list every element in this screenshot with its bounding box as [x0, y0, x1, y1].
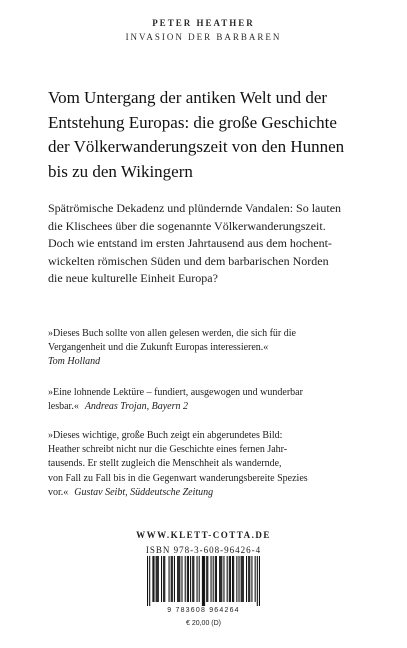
barcode-bar	[181, 556, 182, 602]
barcode-bar	[259, 556, 260, 606]
quote-source: Tom Holland	[48, 356, 101, 368]
quote-line: von Fall zu Fall bis in die Gegenwart wanderungsbereite Spezies	[48, 472, 308, 484]
barcode-bar	[152, 556, 153, 602]
intro-paragraph	[48, 200, 368, 288]
barcode-bar	[187, 556, 188, 602]
barcode-bar	[232, 556, 233, 602]
quote-line: »Dieses wichtige, große Buch zeigt ein abgerundetes Bild:	[48, 430, 283, 441]
barcode-bar	[169, 556, 170, 602]
review-quote-seibt	[48, 429, 378, 500]
barcode-bar	[177, 556, 178, 602]
barcode-bar	[171, 556, 172, 602]
barcode-bar	[197, 556, 198, 602]
barcode-bar	[219, 556, 220, 602]
barcode-bar	[190, 556, 191, 602]
publisher-website: WWW.KLETT-COTTA.DE	[136, 530, 271, 540]
quote-line-end: lesbar.«	[48, 401, 79, 413]
barcode-bar	[227, 556, 228, 602]
barcode-bar	[246, 556, 247, 602]
barcode-bar	[199, 556, 200, 602]
quote-source: Gustav Seibt, Süddeutsche Zeitung	[74, 486, 214, 498]
barcode-bar	[248, 556, 249, 602]
barcode-bar	[221, 556, 222, 602]
barcode-bar	[156, 556, 157, 602]
barcode-bar	[241, 556, 242, 602]
barcode-bar	[188, 556, 189, 602]
barcode-bar	[236, 556, 237, 602]
barcode-bar	[206, 556, 207, 602]
intro-line: die Klischees über die sogenannte Völkerwanderungszeit.	[48, 218, 326, 233]
barcode-digits: 9 783608 964264	[167, 607, 240, 614]
quote-line: tausends. Er stellt zugleich die Menschheit als wandernde,	[48, 458, 282, 470]
barcode-bar	[192, 556, 193, 602]
barcode-bar	[207, 556, 208, 602]
barcode-bar	[229, 556, 230, 602]
barcode-bar	[255, 556, 256, 602]
barcode-bar	[149, 556, 150, 606]
barcode-bar	[157, 556, 158, 602]
barcode	[147, 556, 260, 606]
barcode-bar	[230, 556, 231, 602]
intro-line: Spätrömische Dekadenz und plündernde Vandalen: So lauten	[48, 201, 342, 215]
barcode-bar	[215, 556, 216, 602]
barcode-bar	[193, 556, 194, 602]
barcode-bar	[223, 556, 224, 602]
review-quote-trojan	[48, 386, 378, 414]
barcode-bar	[158, 556, 159, 602]
quote-last-line	[48, 400, 378, 414]
barcode-bar	[251, 556, 252, 602]
headline-line: der Völkerwanderungszeit von den Hunnen	[48, 137, 345, 156]
quote-source: Andreas Trojan, Bayern 2	[84, 401, 188, 413]
quote-line: »Dieses Buch sollte von allen gelesen werden, die sich für die	[48, 328, 296, 339]
quote-line: Vergangenheit und die Zukunft Europas interessieren.«	[48, 342, 269, 354]
barcode-bar	[185, 556, 186, 602]
price-label: € 20,00 (D)	[185, 620, 222, 627]
quote-last-line	[48, 486, 378, 500]
barcode-bar	[174, 556, 175, 602]
quote-line: »Eine lohnende Lektüre – fundiert, ausgewogen und wunderbar	[48, 387, 303, 398]
barcode-bar	[161, 556, 162, 602]
barcode-bar	[164, 556, 165, 602]
barcode-bar	[204, 556, 205, 606]
headline	[48, 86, 388, 184]
barcode-bar	[202, 556, 203, 606]
quote-line-end: vor.«	[48, 486, 69, 498]
intro-line: die neue kulturelle Einheit Europa?	[48, 271, 218, 285]
barcode-bar	[163, 556, 164, 602]
intro-line: Doch wie entstand im ersten Jahrtausend aus dem hochent-	[48, 236, 332, 250]
barcode-bar	[153, 556, 154, 602]
barcode-bar	[147, 556, 148, 606]
isbn-number: ISBN 978-3-608-96426-4	[145, 545, 262, 555]
barcode-bar	[213, 556, 214, 602]
barcode-bar	[242, 556, 243, 602]
quote-line: Heather schreibt nicht nur die Geschichte eines fernen Jahr-	[48, 444, 288, 456]
headline-line: Vom Untergang der antiken Welt und der	[48, 88, 328, 107]
barcode-bar	[243, 556, 244, 602]
barcode-bar	[220, 556, 221, 602]
headline-line: Entstehung Europas: die große Geschichte	[48, 112, 337, 132]
barcode-bar	[203, 556, 204, 606]
intro-line: wickelten römischen Süden und dem barbarischen Norden	[48, 253, 329, 268]
barcode-bar	[172, 556, 173, 602]
barcode-bar	[216, 556, 217, 602]
barcode-bar	[233, 556, 234, 602]
author-name: PETER HEATHER	[152, 18, 255, 28]
barcode-bar	[178, 556, 179, 602]
headline-line: bis zu den Wikingern	[48, 161, 193, 181]
review-quote-holland	[48, 327, 378, 370]
book-title: INVASION DER BARBAREN	[125, 32, 282, 42]
barcode-bar	[249, 556, 250, 602]
barcode-bar	[238, 556, 239, 602]
barcode-bar	[179, 556, 180, 602]
barcode-bar	[257, 556, 258, 606]
barcode-bar	[211, 556, 212, 602]
